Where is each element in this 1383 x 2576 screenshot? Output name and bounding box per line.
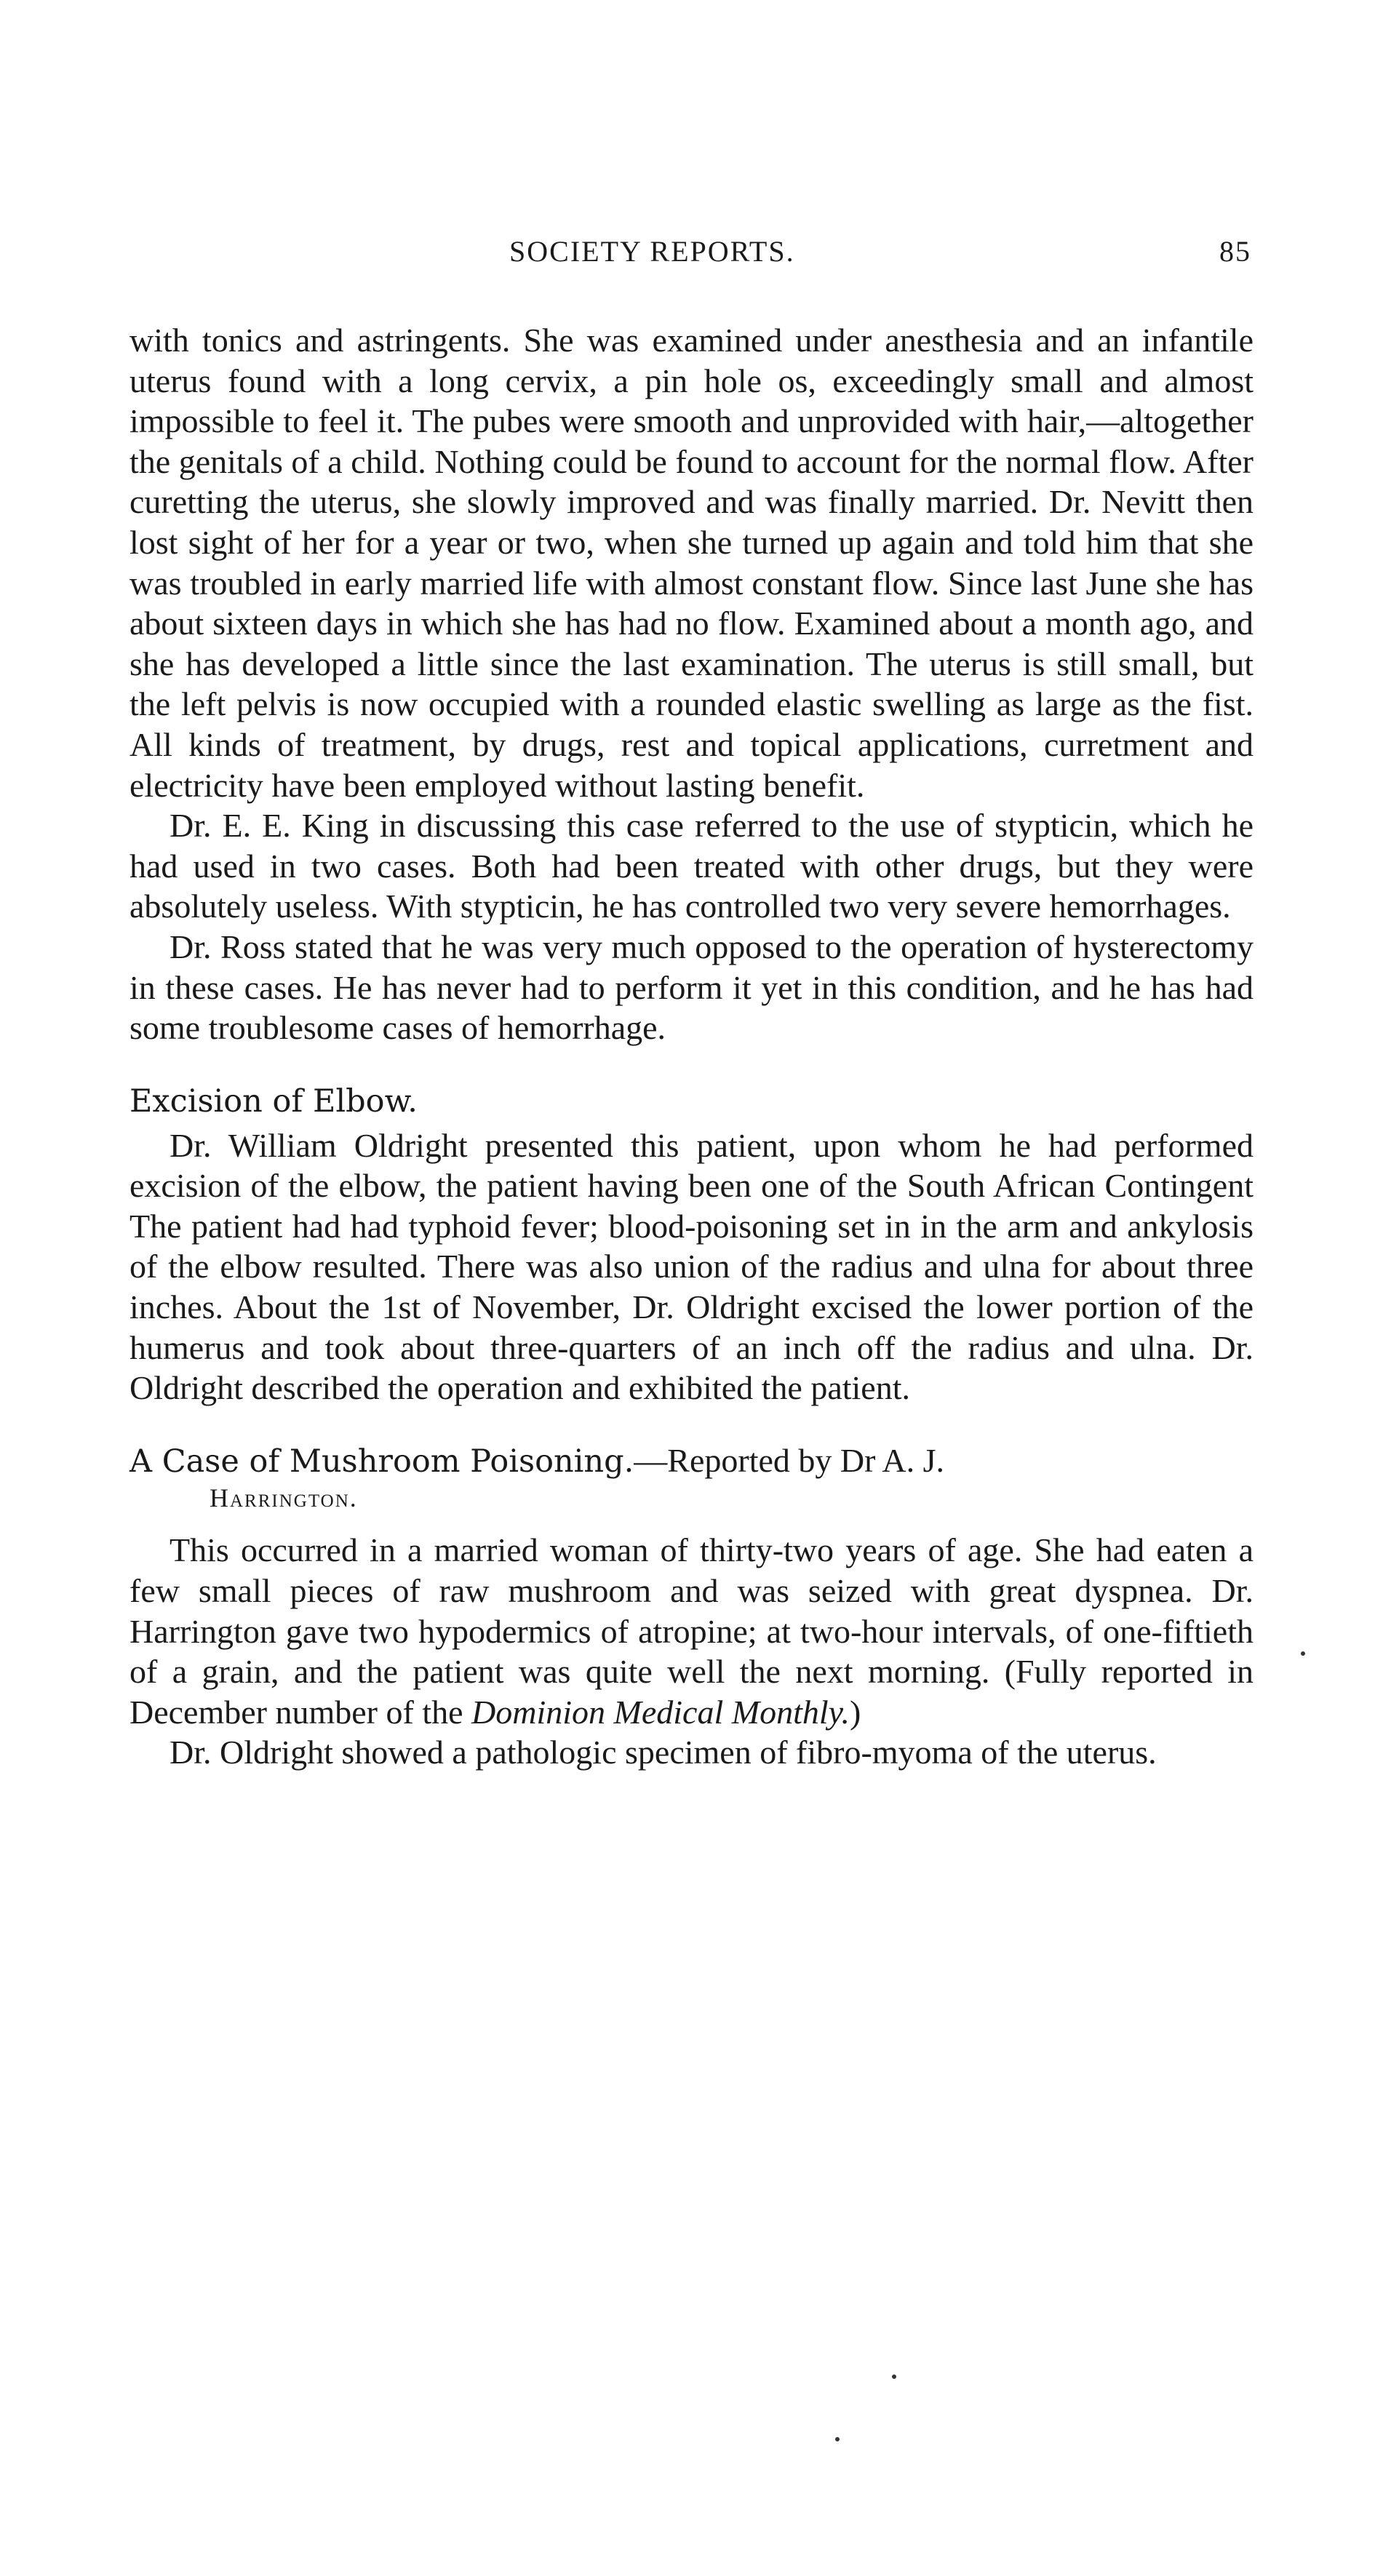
section-heading-mushroom bbox=[129, 1440, 1254, 1515]
byline-gap bbox=[129, 1514, 1254, 1530]
mushroom-byline: —Reported by Dr A. J. bbox=[634, 1441, 945, 1479]
paragraph-excision-elbow: Dr. William Oldright presented this patient, upon whom he had performed excision of the elbow, the patient having been one of the South African Contingent The patient had had typhoid fever; blood-poisoning set in in the arm and ankylosis of the elbow resulted. There was also union of the radius and ulna for about three inches. About the 1st of November, Dr. Oldright excised the lower portion of the humerus and took about three-quarters of an inch off the radius and ulna. Dr. Oldright described the operation and exhibited the patient. bbox=[129, 1126, 1254, 1407]
scan-speck bbox=[835, 2437, 840, 2441]
journal-title: Dominion Medical Monthly. bbox=[471, 1693, 850, 1731]
section-gap bbox=[129, 1408, 1254, 1440]
mushroom-text-end: ) bbox=[850, 1693, 861, 1731]
paragraph-mushroom-case bbox=[129, 1530, 1254, 1732]
running-title: SOCIETY REPORTS. bbox=[509, 235, 795, 268]
mushroom-heading-title: A Case of Mushroom Poisoning. bbox=[129, 1443, 634, 1480]
page-number: 85 bbox=[1219, 235, 1251, 268]
paragraph-nevitt-case: with tonics and astringents. She was examined under anesthesia and an infantile uterus found with a long cervix, a pin hole os, exceedingly small and almost impossible to feel it. The pubes were smooth and unprovided with hair,—altogether the genitals of a child. Nothing could be found to account for the normal flow. After curetting the uterus, she slowly improved and was finally married. Dr. Nevitt then lost sight of her for a year or two, when she turned up again and told him that she was troubled in early married life with almost constant flow. Since last June she has about sixteen days in which she has had no flow. Examined about a month ago, and she has developed a little since the last examination. The uterus is still small, but the left pelvis is now occupied with a rounded elastic swelling as large as the fist. All kinds of treatment, by drugs, rest and topical applications, curretment and electricity have been employed without lasting benefit. bbox=[129, 322, 1254, 804]
scan-speck bbox=[1301, 1651, 1305, 1656]
paragraph-ross-discussion: Dr. Ross stated that he was very much opposed to the operation of hysterectomy in these cases. He has never had to perform it yet in this condition, and he has had some troublesome cases of hemorrhage. bbox=[129, 928, 1254, 1047]
section-heading-excision: Excision of Elbow. bbox=[129, 1082, 418, 1120]
running-head bbox=[131, 234, 1251, 278]
paragraph-fibromyoma: Dr. Oldright showed a pathologic specimen of fibro-myoma of the uterus. bbox=[170, 1734, 1157, 1771]
mushroom-byline-name: Harrington. bbox=[210, 1483, 358, 1513]
paragraph-king-discussion: Dr. E. E. King in discussing this case referred to the use of stypticin, which he had used in two cases. Both had been treated with other drugs, but they were absolutely useless. With stypticin, he has controlled two very severe hemorrhages. bbox=[129, 807, 1254, 925]
report-body bbox=[129, 320, 1254, 1773]
scan-speck bbox=[892, 2374, 896, 2379]
mushroom-text: This occurred in a married woman of thirty-two years of age. She had eaten a few small pieces of raw mushroom and was seized with great dyspnea. Dr. Harrington gave two hypodermics of atropine; at two-hour intervals, of one-fiftieth of a grain, and the patient was quite well the next morning. (Fully reported in December number of the bbox=[129, 1531, 1254, 1731]
